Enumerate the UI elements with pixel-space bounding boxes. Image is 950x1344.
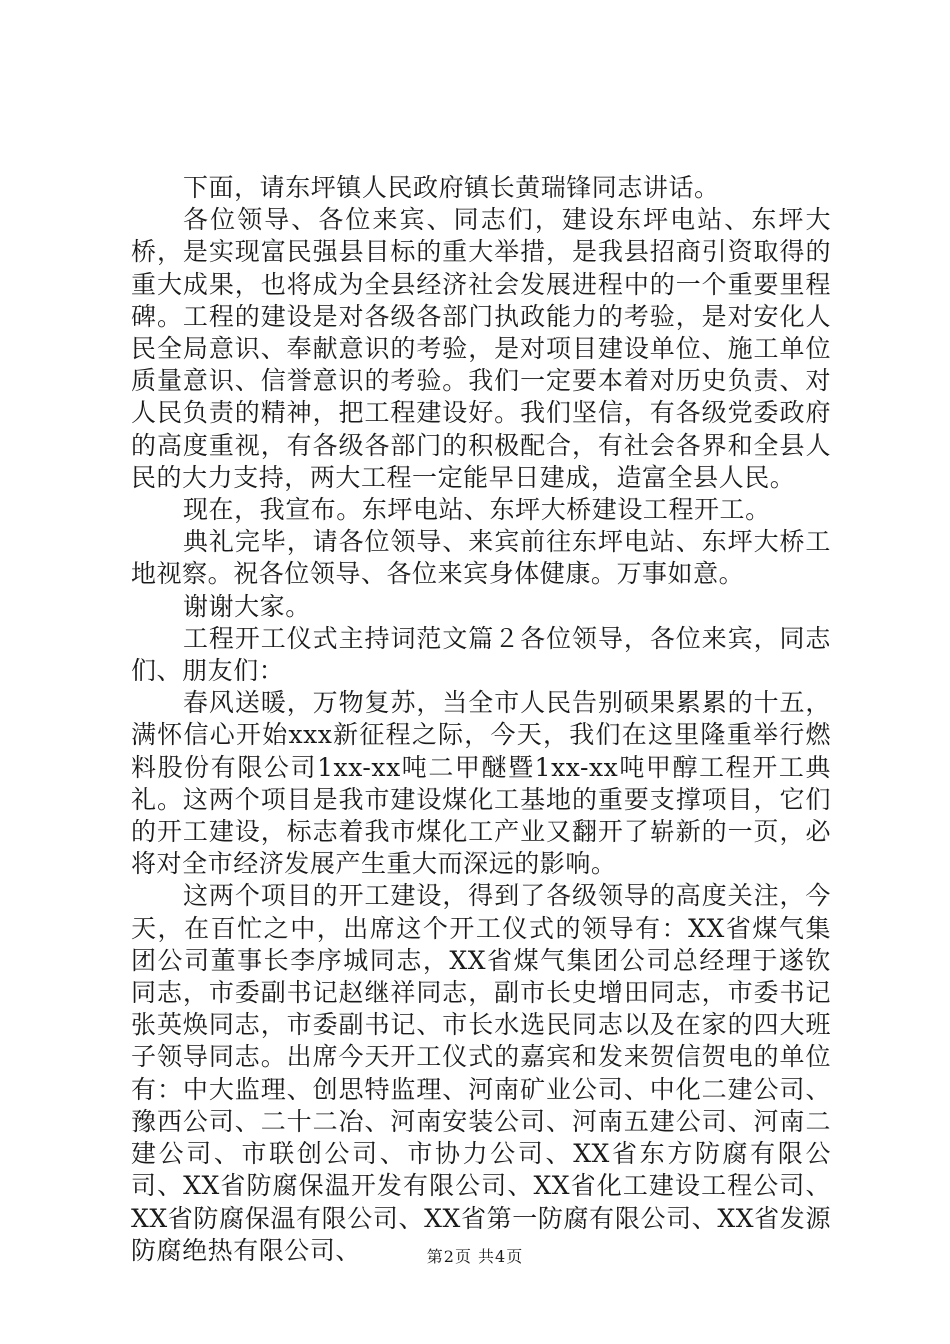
paragraph-host-intro: 下面，请东坪镇人民政府镇长黄瑞锋同志讲话。: [183, 173, 720, 202]
document-body: [131, 172, 831, 1267]
paragraph-announcement: 现在，我宣布。东坪电站、东坪大桥建设工程开工。: [183, 495, 771, 525]
paragraph-spring-opening: 春风送暖，万物复苏，当全市人民告别硕果累累的十五，满怀信心开始xxx新征程之际，今天，我们在这里隆重举行燃料股份有限公司1xx-xx吨二甲醚暨1xx-xx吨甲醇工程开工典礼。这两个项目是我市建设煤化工基地的重要支撑项目，它们的开工建设，标志着我市煤化工产业又翻开了崭新的一页，必将对全市经济发展产生重大而深远的影响。: [131, 688, 831, 879]
paragraph-thanks: 谢谢大家。: [183, 591, 311, 621]
paragraph-ceremony-end: 典礼完毕，请各位领导、来宾前往东坪电站、东坪大桥工地视察。祝各位领导、各位来宾身体健康。万事如意。: [131, 527, 831, 589]
page-number-footer: 第2页 共4页: [426, 1247, 524, 1266]
paragraph-speech: 各位领导、各位来宾、同志们，建设东坪电站、东坪大桥，是实现富民强县目标的重大举措，是我县招商引资取得的重大成果，也将成为全县经济社会发展进程中的一个重要里程碑。工程的建设是对各级各部门执政能力的考验，是对安化人民全局意识、奉献意识的考验，是对项目建设单位、施工单位质量意识、信誉意识的考验。我们一定要本着对历史负责、对人民负责的精神，把工程建设好。我们坚信，有各级党委政府的高度重视，有各级各部门的积极配合，有社会各界和全县人民的大力支持，两大工程一定能早日建成，造富全县人民。: [131, 205, 831, 492]
paragraph-sample-2-heading: 工程开工仪式主持词范文篇２各位领导，各位来宾，同志们、朋友们：: [131, 623, 831, 686]
paragraph-attendees: 这两个项目的开工建设，得到了各级领导的高度关注，今天，在百忙之中，出席这个开工仪式的领导有：XX省煤气集团公司董事长李序城同志，XX省煤气集团公司总经理于遂钦同志，市委副书记赵继祥同志，副市长史增田同志，市委书记张英焕同志，市委副书记、市长水选民同志以及在家的四大班子领导同志。出席今天开工仪式的嘉宾和发来贺信贺电的单位有：中大监理、创思特监理、河南矿业公司、中化二建公司、豫西公司、二十二冶、河南安装公司、河南五建公司、河南二建公司、市联创公司、市协力公司、XX省东方防腐有限公司、XX省防腐保温开发有限公司、XX省化工建设工程公司、XX省防腐保温有限公司、XX省第一防腐有限公司、XX省发源防腐绝热有限公司、: [131, 881, 831, 1265]
